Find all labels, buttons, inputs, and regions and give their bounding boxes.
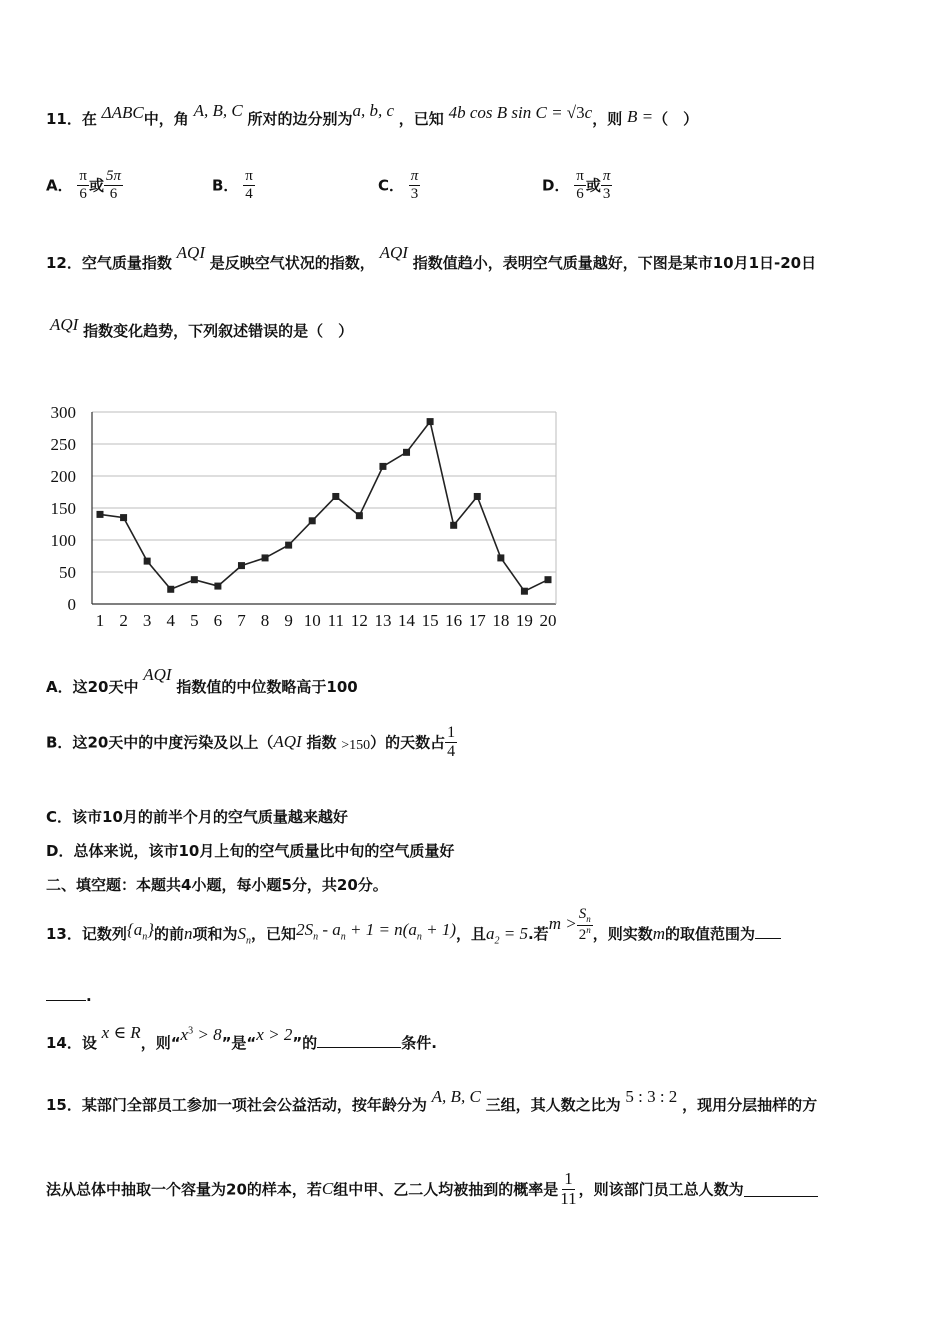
x-tick-label: 3 (142, 611, 152, 630)
x-tick-label: 16 (445, 611, 463, 630)
aqi-series-line (100, 422, 548, 592)
data-point (262, 554, 269, 561)
x-tick-label: 5 (190, 611, 199, 630)
data-point (403, 449, 410, 456)
data-point (285, 542, 292, 549)
y-tick-label: 300 (50, 403, 76, 422)
data-point (427, 418, 434, 425)
x-tick-label: 13 (374, 611, 392, 630)
aqi-line-chart (40, 400, 570, 636)
option-label: D． (542, 176, 570, 195)
q11-condition: 4b cos B sin C = √3c (448, 103, 593, 122)
fraction: $\frac{\pi}{4}$ (245, 168, 253, 202)
x-tick-label: 18 (492, 611, 510, 630)
option-text: 这20天中 (72, 678, 139, 696)
fraction: $\frac{\pi}{6}$ (79, 168, 87, 202)
x-tick-label: 11 (327, 611, 344, 630)
q14-x-in-r: x ∈ R (101, 1023, 141, 1042)
q13-end: . (86, 987, 92, 1005)
q13-number: 13． (46, 925, 82, 944)
chart-y-ticks (51, 403, 77, 614)
option-label: C． (378, 176, 405, 195)
q11-option-d[interactable] (542, 168, 612, 202)
q13-continuation (46, 986, 92, 1005)
chart-x-ticks (96, 611, 557, 630)
q11-text: 所对的边分别为 (247, 110, 353, 128)
q13-text: ，且 (455, 925, 486, 944)
data-point (332, 493, 339, 500)
y-tick-label: 100 (50, 531, 76, 550)
option-label: A． (46, 176, 73, 195)
q13-text: 项和为 (192, 925, 238, 944)
data-point (191, 576, 198, 583)
q12-aqi: AQI (273, 732, 302, 752)
q11-option-b[interactable] (212, 168, 255, 202)
q13-text: 的前 (154, 925, 185, 944)
x-tick-label: 9 (284, 611, 293, 630)
q12-text: 指数值趋小，表明空气质量越好，下图是某市10月1日-20日 (412, 254, 817, 272)
q12-stem-line2 (50, 315, 354, 341)
q12-number: 12． (46, 254, 82, 272)
q13-stem (46, 906, 781, 953)
q14-text: ”的 (292, 1034, 318, 1052)
fraction: $\frac{\pi}{3}$ (602, 168, 611, 202)
x-tick-label: 1 (95, 611, 105, 630)
q14-stem (46, 1023, 437, 1053)
q12-stem-line1 (46, 243, 817, 273)
x-tick-label: 10 (303, 611, 321, 630)
y-tick-label: 150 (50, 499, 76, 518)
q12-option-b[interactable] (46, 724, 457, 760)
fraction: $\frac{\pi}{6}$ (576, 168, 584, 202)
q13-text: 的取值范围为 (664, 925, 755, 944)
data-point (450, 522, 457, 529)
section-2-heading: 二、填空题：本题共4小题，每小题5分，共20分。 (46, 876, 388, 894)
q12-text: 空气质量指数 (81, 254, 172, 272)
q11-option-c[interactable] (378, 168, 420, 202)
q11-text: ，则 (592, 110, 623, 128)
q15-text: 某部门全部员工参加一项社会公益活动，按年龄分为 (81, 1096, 427, 1114)
fraction: $\frac{5\pi}{6}$ (105, 168, 121, 202)
q15-groups: A, B, C (431, 1087, 481, 1106)
y-tick-label: 250 (50, 435, 76, 454)
q11-b-expr: B = (626, 107, 654, 126)
option-label: B． (46, 733, 73, 752)
q12-aqi: AQI (379, 243, 408, 262)
option-text: 指数值的中位数略高于100 (176, 678, 358, 696)
x-tick-label: 20 (539, 611, 557, 630)
q13-sum: $S_n$ (237, 924, 252, 947)
x-tick-label: 6 (213, 611, 223, 630)
x-tick-label: 19 (515, 611, 533, 630)
q12-option-d[interactable]: D．总体来说，该市10月上旬的空气质量比中旬的空气质量好 (46, 842, 455, 860)
q11-sides: a, b, c (352, 101, 395, 120)
y-tick-label: 0 (67, 595, 76, 614)
q15-number: 15． (46, 1096, 82, 1114)
q13-n: n (184, 924, 193, 944)
q11-paren: （ ） (653, 110, 699, 128)
q12-threshold: >150 (341, 738, 371, 754)
q13-inequality: m > (548, 914, 577, 934)
y-tick-label: 200 (50, 467, 76, 486)
option-text: ）的天数占 (370, 733, 446, 752)
q15-text: ，则该部门员工总人数为 (578, 1180, 744, 1199)
x-tick-label: 2 (119, 611, 128, 630)
q13-equation: $2S_n - a_n + 1 = n(a_n + 1)$ (296, 920, 456, 943)
x-tick-label: 15 (421, 611, 439, 630)
q15-text: 组中甲、乙二人均被抽到的概率是 (333, 1180, 559, 1199)
data-point (214, 583, 221, 590)
q11-angles: A, B, C (193, 101, 243, 120)
q15-text: 三组，其人数之比为 (485, 1096, 621, 1114)
q11-text: 中，角 (143, 110, 189, 128)
q14-text: ，则“ (140, 1034, 181, 1052)
q15-text: 法从总体中抽取一个容量为20的样本，若 (46, 1180, 322, 1199)
q15-stem-line1 (46, 1087, 818, 1115)
data-point (120, 514, 127, 521)
fraction: $\frac{1}{11}$ (560, 1169, 577, 1208)
q11-stem (46, 101, 699, 129)
q11-number: 11． (46, 110, 82, 128)
option-text: 这20天中的中度污染及以上（ (72, 733, 274, 752)
q14-text: 条件. (401, 1034, 437, 1052)
q12-aqi: AQI (176, 243, 205, 262)
q14-text: ”是“ (221, 1034, 257, 1052)
q11-text: ，已知 (398, 110, 444, 128)
data-point (144, 558, 151, 565)
fraction: $\frac{S_n}{2^n}$ (578, 906, 591, 943)
q12-option-a[interactable] (46, 665, 358, 697)
x-tick-label: 4 (166, 611, 175, 630)
x-tick-label: 12 (350, 611, 368, 630)
x-tick-label: 14 (398, 611, 416, 630)
q14-condition-1: $x^3 > 8$ (180, 1025, 222, 1044)
answer-blank[interactable] (755, 924, 781, 939)
data-point (474, 493, 481, 500)
q12-aqi: AQI (50, 315, 79, 334)
data-point (545, 576, 552, 583)
aqi-series-points (97, 418, 552, 595)
answer-blank[interactable] (317, 1033, 401, 1048)
data-point (356, 512, 363, 519)
data-point (521, 588, 528, 595)
q11-option-a[interactable] (46, 168, 123, 202)
data-point (97, 511, 104, 518)
option-text: 指数 (306, 733, 337, 752)
x-tick-label: 7 (237, 611, 246, 630)
q12-text: 是反映空气状况的指数， (209, 254, 375, 272)
q15-ratio: 5 : 3 : 2 (625, 1087, 678, 1106)
answer-blank[interactable] (46, 986, 86, 1001)
q12-aqi: AQI (143, 665, 172, 684)
q14-number: 14． (46, 1034, 82, 1052)
q13-text: 记数列 (81, 925, 127, 944)
q14-text: 设 (81, 1034, 97, 1052)
q13-sequence: $\{a_n\}$ (126, 920, 155, 943)
q12-option-c[interactable]: C．该市10月的前半个月的空气质量越来越好 (46, 808, 348, 826)
q13-a2: $a_2 = 5$ (486, 924, 528, 947)
q13-text: .若 (527, 925, 549, 944)
data-point (379, 463, 386, 470)
fraction: $\frac{1}{4}$ (447, 724, 456, 760)
q13-m: m (652, 924, 665, 944)
chart-gridlines (92, 412, 556, 572)
q15-group-c: C (321, 1179, 334, 1199)
fraction: $\frac{\pi}{3}$ (410, 168, 419, 202)
option-or: 或 (585, 176, 601, 195)
x-tick-label: 17 (468, 611, 486, 630)
data-point (238, 562, 245, 569)
q11-text: 在 (81, 110, 97, 128)
data-point (167, 586, 174, 593)
q13-text: ，已知 (251, 925, 297, 944)
q15-stem-line2 (46, 1170, 818, 1208)
q12-text: 指数变化趋势，下列叙述错误的是（ ） (83, 322, 354, 340)
q11-triangle: ΔABC (101, 103, 144, 122)
option-or: 或 (88, 176, 104, 195)
option-label: A． (46, 678, 73, 696)
y-tick-label: 50 (59, 563, 76, 582)
data-point (497, 554, 504, 561)
option-label: B． (212, 176, 239, 195)
q14-condition-2: x > 2 (256, 1025, 293, 1044)
answer-blank[interactable] (744, 1182, 818, 1197)
x-tick-label: 8 (260, 611, 270, 630)
q13-text: ，则实数 (592, 925, 653, 944)
data-point (309, 517, 316, 524)
q15-text: ，现用分层抽样的方 (682, 1096, 818, 1114)
